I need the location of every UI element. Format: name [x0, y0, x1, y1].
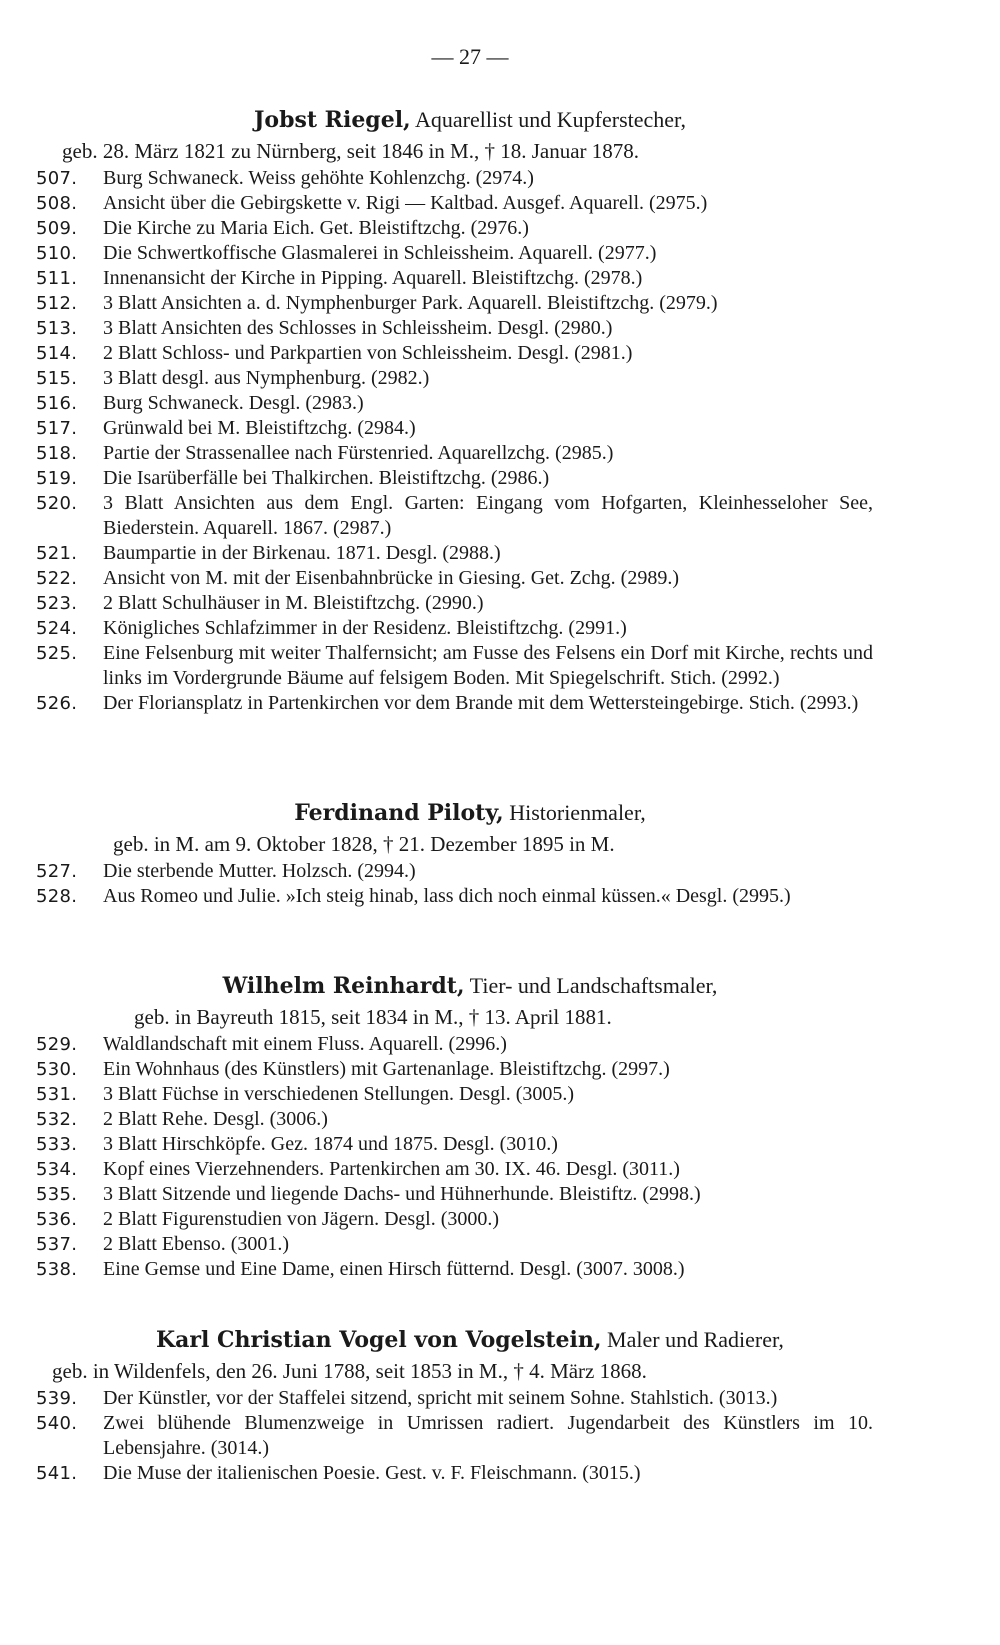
- entry-number: 511.: [36, 268, 78, 289]
- entry-text: 3 Blatt Ansichten a. d. Nymphenburger Park. Aquarell. Bleistiftzchg. (2979.): [103, 292, 718, 314]
- entry-text: Ansicht von M. mit der Eisenbahnbrücke in Giesing. Get. Zchg. (2989.): [103, 567, 679, 589]
- entry-text: Die sterbende Mutter. Holzsch. (2994.): [103, 860, 416, 882]
- artist-role: Aquarellist und Kupferstecher,: [415, 107, 686, 132]
- entry-text: Der Floriansplatz in Partenkirchen vor dem Brande mit dem Wettersteingebirge. Stich. (2993.): [103, 692, 859, 714]
- catalog-entry: [0, 466, 940, 491]
- entry-text: Die Kirche zu Maria Eich. Get. Bleistiftzchg. (2976.): [103, 217, 529, 239]
- entry-text: 3 Blatt Füchse in verschiedenen Stellungen. Desgl. (3005.): [103, 1083, 575, 1105]
- catalog-entry: [0, 1461, 940, 1486]
- entry-number: 509.: [36, 218, 78, 239]
- catalog-entry: [0, 566, 940, 591]
- catalog-entry: [0, 616, 940, 641]
- entry-number: 507.: [36, 168, 78, 189]
- catalog-entry: [0, 1257, 940, 1282]
- entry-text: 3 Blatt Sitzende und liegende Dachs- und Hühnerhunde. Bleistiftz. (2998.): [103, 1183, 701, 1205]
- catalog-entry: [0, 1232, 940, 1257]
- catalog-entry: [0, 1107, 940, 1132]
- catalog-entry: [0, 1032, 940, 1057]
- catalog-entry: [0, 416, 940, 441]
- catalog-entry: [0, 441, 940, 466]
- artist-bio: geb. in Bayreuth 1815, seit 1834 in M., † 13. April 1881.: [134, 1005, 612, 1029]
- entry-number: 515.: [36, 368, 78, 389]
- entry-list: [0, 166, 940, 716]
- entry-number: 513.: [36, 318, 78, 339]
- entry-text: 2 Blatt Schulhäuser in M. Bleistiftzchg. (2990.): [103, 592, 484, 614]
- entry-number: 524.: [36, 618, 78, 639]
- artist-bio: geb. in M. am 9. Oktober 1828, † 21. Dezember 1895 in M.: [113, 832, 615, 856]
- entry-text: 3 Blatt Ansichten aus dem Engl. Garten: Eingang vom Hofgarten, Kleinhesseloher See, Biederstein. Aquarell. 1867. (2987.): [103, 492, 873, 539]
- entry-text: Kopf eines Vierzehnenders. Partenkirchen am 30. IX. 46. Desgl. (3011.): [103, 1158, 680, 1180]
- entry-text: 2 Blatt Figurenstudien von Jägern. Desgl. (3000.): [103, 1208, 500, 1230]
- entry-number: 510.: [36, 243, 78, 264]
- artist-heading: [0, 797, 940, 829]
- artist-section-reinhardt: [0, 970, 940, 1282]
- catalog-entry: [0, 1082, 940, 1107]
- page-number: — 27 —: [431, 44, 509, 69]
- entry-text: Baumpartie in der Birkenau. 1871. Desgl. (2988.): [103, 542, 501, 564]
- catalog-entry: [0, 341, 940, 366]
- entry-number: 527.: [36, 861, 78, 882]
- entry-number: 528.: [36, 886, 78, 907]
- catalog-entry: [0, 191, 940, 216]
- entry-number: 537.: [36, 1234, 78, 1255]
- entry-text: 3 Blatt Ansichten des Schlosses in Schleissheim. Desgl. (2980.): [103, 317, 613, 339]
- catalog-entry: [0, 1411, 940, 1461]
- entry-text: Burg Schwaneck. Weiss gehöhte Kohlenzchg. (2974.): [103, 167, 534, 189]
- catalog-entry: [0, 1182, 940, 1207]
- entry-number: 514.: [36, 343, 78, 364]
- entry-number: 508.: [36, 193, 78, 214]
- entry-text: Ansicht über die Gebirgskette v. Rigi — Kaltbad. Ausgef. Aquarell. (2975.): [103, 192, 708, 214]
- artist-bio: geb. 28. März 1821 zu Nürnberg, seit 1846 in M., † 18. Januar 1878.: [62, 139, 640, 163]
- entry-number: 519.: [36, 468, 78, 489]
- entry-text: 3 Blatt desgl. aus Nymphenburg. (2982.): [103, 367, 430, 389]
- entry-number: 531.: [36, 1084, 78, 1105]
- entry-number: 533.: [36, 1134, 78, 1155]
- entry-number: 525.: [36, 643, 78, 664]
- entry-text: Burg Schwaneck. Desgl. (2983.): [103, 392, 364, 414]
- entry-number: 540.: [36, 1413, 78, 1434]
- entry-text: Die Isarüberfälle bei Thalkirchen. Bleistiftzchg. (2986.): [103, 467, 550, 489]
- catalog-entry: [0, 266, 940, 291]
- artist-name: Ferdinand Piloty,: [294, 800, 504, 826]
- entry-text: Zwei blühende Blumenzweige in Umrissen radiert. Jugendarbeit des Künstlers im 10. Lebensjahre. (3014.): [103, 1412, 873, 1459]
- entry-number: 532.: [36, 1109, 78, 1130]
- catalog-entry: [0, 1057, 940, 1082]
- entry-text: Eine Felsenburg mit weiter Thalfernsicht; am Fusse des Felsens ein Dorf mit Kirche, rechts und links im Vordergrunde Bäume auf felsigem Boden. Mit Spiegelschrift. Stich. (2992.): [103, 642, 873, 689]
- entry-text: Grünwald bei M. Bleistiftzchg. (2984.): [103, 417, 416, 439]
- entry-number: 538.: [36, 1259, 78, 1280]
- entry-text: Ein Wohnhaus (des Künstlers) mit Gartenanlage. Bleistiftzchg. (2997.): [103, 1058, 670, 1080]
- entry-number: 535.: [36, 1184, 78, 1205]
- entry-text: 2 Blatt Rehe. Desgl. (3006.): [103, 1108, 328, 1130]
- entry-number: 526.: [36, 693, 78, 714]
- entry-number: 522.: [36, 568, 78, 589]
- entry-text: Eine Gemse und Eine Dame, einen Hirsch fütternd. Desgl. (3007. 3008.): [103, 1258, 685, 1280]
- artist-name: Karl Christian Vogel von Vogelstein,: [156, 1327, 602, 1353]
- catalog-entry: [0, 316, 940, 341]
- artist-name: Wilhelm Reinhardt,: [222, 973, 465, 999]
- entry-number: 534.: [36, 1159, 78, 1180]
- catalog-entry: [0, 591, 940, 616]
- catalog-entry: [0, 216, 940, 241]
- catalog-entry: [0, 691, 940, 716]
- entry-text: Königliches Schlafzimmer in der Residenz. Bleistiftzchg. (2991.): [103, 617, 627, 639]
- artist-bio: geb. in Wildenfels, den 26. Juni 1788, seit 1853 in M., † 4. März 1868.: [52, 1359, 647, 1383]
- artist-role: Tier- und Landschaftsmaler,: [469, 973, 718, 998]
- entry-number: 518.: [36, 443, 78, 464]
- entry-number: 512.: [36, 293, 78, 314]
- entry-text: Aus Romeo und Julie. »Ich steig hinab, lass dich noch einmal küssen.« Desgl. (2995.): [103, 885, 791, 907]
- catalog-entry: [0, 1157, 940, 1182]
- artist-heading: [0, 1324, 940, 1356]
- catalog-entry: [0, 1207, 940, 1232]
- catalog-entry: [0, 641, 940, 691]
- entry-number: 521.: [36, 543, 78, 564]
- artist-section-piloty: [0, 797, 940, 909]
- entry-list: [0, 859, 940, 909]
- entry-number: 539.: [36, 1388, 78, 1409]
- artist-section-riegel: [0, 104, 940, 716]
- artist-name: Jobst Riegel,: [254, 107, 411, 133]
- entry-text: Der Künstler, vor der Staffelei sitzend, spricht mit seinem Sohne. Stahlstich. (3013.): [103, 1387, 778, 1409]
- entry-text: 2 Blatt Ebenso. (3001.): [103, 1233, 290, 1255]
- catalog-entry: [0, 166, 940, 191]
- entry-number: 523.: [36, 593, 78, 614]
- entry-text: Die Schwertkoffische Glasmalerei in Schleissheim. Aquarell. (2977.): [103, 242, 657, 264]
- catalog-entry: [0, 366, 940, 391]
- catalog-entry: [0, 291, 940, 316]
- catalog-entry: [0, 884, 940, 909]
- entry-text: Die Muse der italienischen Poesie. Gest. v. F. Fleischmann. (3015.): [103, 1462, 641, 1484]
- entry-text: Innenansicht der Kirche in Pipping. Aquarell. Bleistiftzchg. (2978.): [103, 267, 643, 289]
- entry-number: 517.: [36, 418, 78, 439]
- catalog-entry: [0, 541, 940, 566]
- entry-number: 529.: [36, 1034, 78, 1055]
- entry-text: 2 Blatt Schloss- und Parkpartien von Schleissheim. Desgl. (2981.): [103, 342, 633, 364]
- catalog-entry: [0, 1386, 940, 1411]
- entry-number: 520.: [36, 493, 78, 514]
- entry-number: 541.: [36, 1463, 78, 1484]
- artist-section-vogelstein: [0, 1324, 940, 1486]
- entry-text: Partie der Strassenallee nach Fürstenried. Aquarellzchg. (2985.): [103, 442, 614, 464]
- entry-list: [0, 1032, 940, 1282]
- catalog-entry: [0, 491, 940, 541]
- entry-number: 516.: [36, 393, 78, 414]
- catalog-entry: [0, 859, 940, 884]
- entry-list: [0, 1386, 940, 1486]
- catalog-entry: [0, 1132, 940, 1157]
- catalog-entry: [0, 241, 940, 266]
- entry-text: Waldlandschaft mit einem Fluss. Aquarell. (2996.): [103, 1033, 507, 1055]
- catalog-entry: [0, 391, 940, 416]
- entry-number: 530.: [36, 1059, 78, 1080]
- artist-heading: [0, 104, 940, 136]
- entry-number: 536.: [36, 1209, 78, 1230]
- artist-role: Maler und Radierer,: [607, 1327, 784, 1352]
- artist-heading: [0, 970, 940, 1002]
- artist-role: Historienmaler,: [509, 800, 646, 825]
- entry-text: 3 Blatt Hirschköpfe. Gez. 1874 und 1875. Desgl. (3010.): [103, 1133, 558, 1155]
